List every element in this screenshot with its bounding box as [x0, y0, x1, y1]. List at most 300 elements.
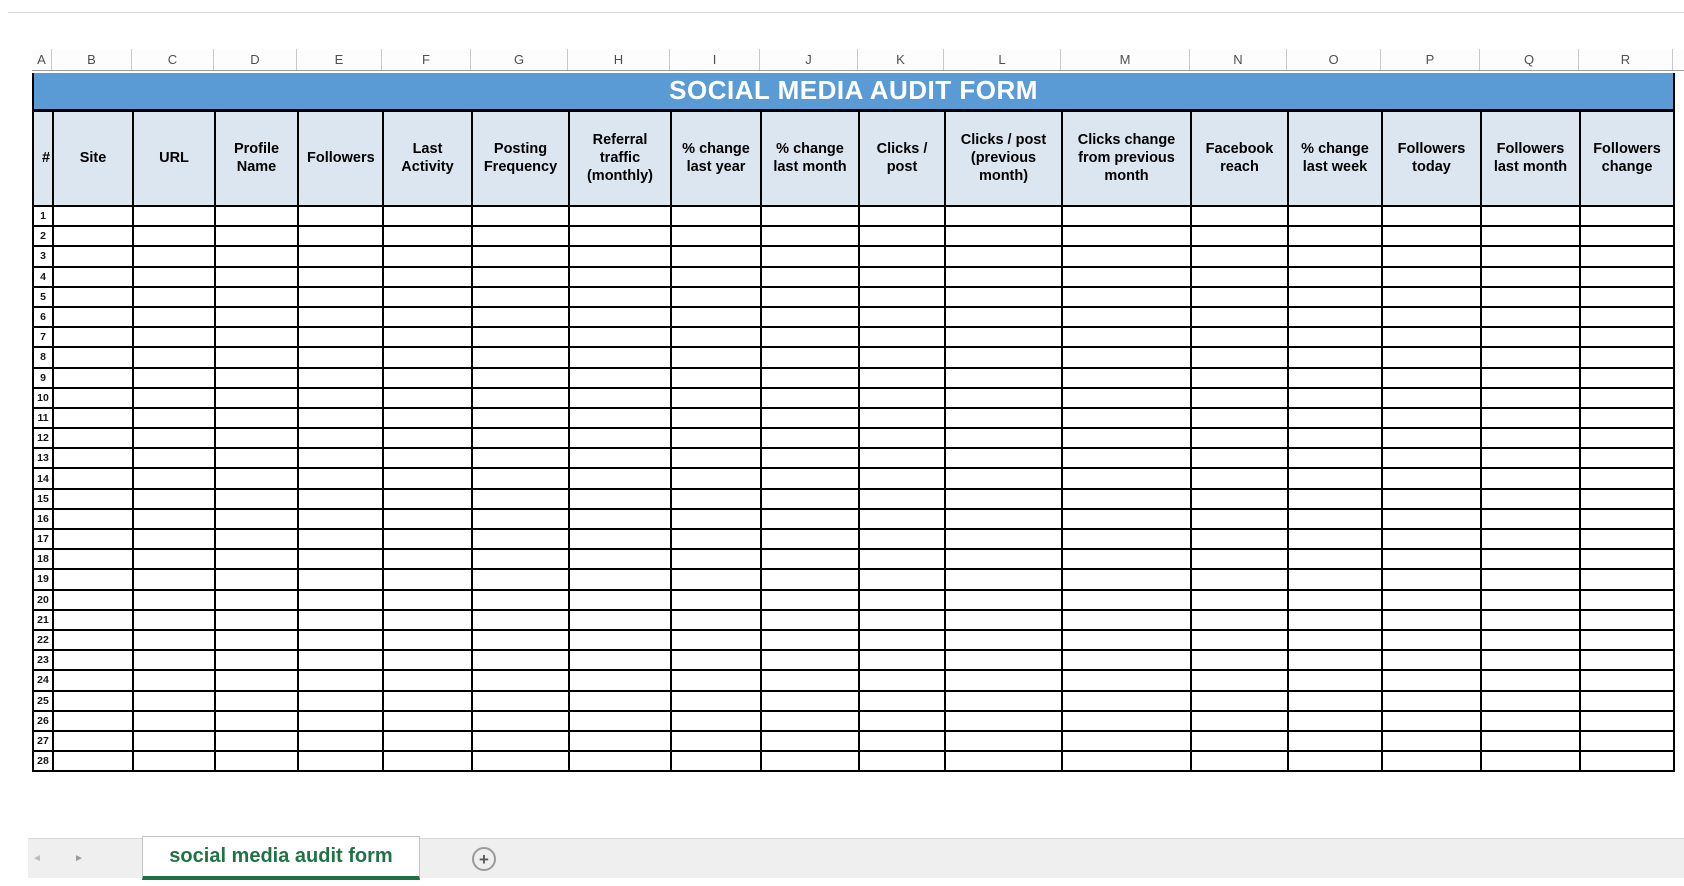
- cell[interactable]: [298, 226, 383, 246]
- cell[interactable]: [1481, 569, 1580, 589]
- cell[interactable]: [1191, 549, 1288, 569]
- cell[interactable]: [53, 408, 133, 428]
- cell[interactable]: [53, 630, 133, 650]
- header-cell-O[interactable]: % change last week: [1288, 110, 1382, 206]
- cell[interactable]: [1481, 307, 1580, 327]
- cell[interactable]: [383, 489, 472, 509]
- cell[interactable]: [569, 287, 671, 307]
- cell[interactable]: [1382, 388, 1481, 408]
- cell[interactable]: [945, 448, 1062, 468]
- cell[interactable]: [383, 610, 472, 630]
- cell[interactable]: [761, 529, 859, 549]
- cell[interactable]: [133, 206, 215, 226]
- row-number-cell[interactable]: 8: [33, 347, 53, 367]
- cell[interactable]: [761, 630, 859, 650]
- cell[interactable]: [133, 327, 215, 347]
- cell[interactable]: [215, 751, 298, 771]
- cell[interactable]: [215, 347, 298, 367]
- cell[interactable]: [472, 246, 569, 266]
- row-number-cell[interactable]: 26: [33, 711, 53, 731]
- cell[interactable]: [1580, 368, 1674, 388]
- cell[interactable]: [383, 327, 472, 347]
- cell[interactable]: [945, 267, 1062, 287]
- cell[interactable]: [53, 468, 133, 488]
- cell[interactable]: [1481, 670, 1580, 690]
- cell[interactable]: [1580, 489, 1674, 509]
- cell[interactable]: [671, 650, 761, 670]
- cell[interactable]: [761, 549, 859, 569]
- cell[interactable]: [859, 287, 945, 307]
- cell[interactable]: [215, 428, 298, 448]
- cell[interactable]: [1580, 408, 1674, 428]
- cell[interactable]: [1481, 529, 1580, 549]
- cell[interactable]: [53, 327, 133, 347]
- column-letter-I[interactable]: I: [670, 49, 760, 70]
- cell[interactable]: [215, 731, 298, 751]
- cell[interactable]: [1580, 307, 1674, 327]
- cell[interactable]: [1191, 287, 1288, 307]
- cell[interactable]: [671, 670, 761, 690]
- cell[interactable]: [383, 630, 472, 650]
- cell[interactable]: [569, 388, 671, 408]
- cell[interactable]: [569, 307, 671, 327]
- cell[interactable]: [383, 670, 472, 690]
- cell[interactable]: [1288, 549, 1382, 569]
- cell[interactable]: [298, 428, 383, 448]
- cell[interactable]: [1580, 569, 1674, 589]
- cell[interactable]: [1191, 489, 1288, 509]
- cell[interactable]: [53, 610, 133, 630]
- cell[interactable]: [1481, 468, 1580, 488]
- cell[interactable]: [53, 226, 133, 246]
- cell[interactable]: [1062, 226, 1191, 246]
- cell[interactable]: [133, 246, 215, 266]
- header-cell-B[interactable]: Site: [53, 110, 133, 206]
- cell[interactable]: [1288, 590, 1382, 610]
- cell[interactable]: [1382, 246, 1481, 266]
- header-cell-C[interactable]: URL: [133, 110, 215, 206]
- cell[interactable]: [859, 650, 945, 670]
- cell[interactable]: [945, 307, 1062, 327]
- cell[interactable]: [298, 246, 383, 266]
- cell[interactable]: [472, 711, 569, 731]
- header-cell-F[interactable]: Last Activity: [383, 110, 472, 206]
- column-letter-B[interactable]: B: [52, 49, 132, 70]
- cell[interactable]: [671, 610, 761, 630]
- cell[interactable]: [298, 630, 383, 650]
- cell[interactable]: [133, 650, 215, 670]
- cell[interactable]: [1288, 630, 1382, 650]
- cell[interactable]: [298, 590, 383, 610]
- cell[interactable]: [472, 267, 569, 287]
- cell[interactable]: [298, 569, 383, 589]
- header-cell-M[interactable]: Clicks change from previous month: [1062, 110, 1191, 206]
- cell[interactable]: [761, 590, 859, 610]
- column-letter-L[interactable]: L: [944, 49, 1061, 70]
- cell[interactable]: [945, 468, 1062, 488]
- cell[interactable]: [215, 549, 298, 569]
- cell[interactable]: [298, 206, 383, 226]
- cell[interactable]: [1062, 448, 1191, 468]
- cell[interactable]: [383, 448, 472, 468]
- cell[interactable]: [671, 468, 761, 488]
- cell[interactable]: [1382, 408, 1481, 428]
- cell[interactable]: [1580, 206, 1674, 226]
- cell[interactable]: [1580, 468, 1674, 488]
- cell[interactable]: [215, 368, 298, 388]
- cell[interactable]: [859, 468, 945, 488]
- cell[interactable]: [1382, 287, 1481, 307]
- cell[interactable]: [1481, 226, 1580, 246]
- cell[interactable]: [383, 408, 472, 428]
- cell[interactable]: [1191, 388, 1288, 408]
- cell[interactable]: [1580, 731, 1674, 751]
- cell[interactable]: [945, 610, 1062, 630]
- cell[interactable]: [1191, 448, 1288, 468]
- cell[interactable]: [133, 368, 215, 388]
- cell[interactable]: [945, 630, 1062, 650]
- cell[interactable]: [1382, 368, 1481, 388]
- cell[interactable]: [761, 206, 859, 226]
- cell[interactable]: [1580, 691, 1674, 711]
- cell[interactable]: [859, 751, 945, 771]
- row-number-cell[interactable]: 21: [33, 610, 53, 630]
- cell[interactable]: [472, 650, 569, 670]
- cell[interactable]: [1382, 206, 1481, 226]
- cell[interactable]: [133, 610, 215, 630]
- cell[interactable]: [569, 711, 671, 731]
- cell[interactable]: [761, 610, 859, 630]
- cell[interactable]: [472, 569, 569, 589]
- cell[interactable]: [1382, 468, 1481, 488]
- cell[interactable]: [1062, 267, 1191, 287]
- row-number-cell[interactable]: 6: [33, 307, 53, 327]
- cell[interactable]: [1382, 549, 1481, 569]
- cell[interactable]: [945, 408, 1062, 428]
- cell[interactable]: [215, 509, 298, 529]
- cell[interactable]: [133, 267, 215, 287]
- column-letter-N[interactable]: N: [1190, 49, 1287, 70]
- row-number-cell[interactable]: 14: [33, 468, 53, 488]
- cell[interactable]: [133, 549, 215, 569]
- cell[interactable]: [383, 347, 472, 367]
- cell[interactable]: [761, 569, 859, 589]
- column-letter-Q[interactable]: Q: [1480, 49, 1579, 70]
- cell[interactable]: [1580, 448, 1674, 468]
- cell[interactable]: [53, 569, 133, 589]
- row-number-cell[interactable]: 28: [33, 751, 53, 771]
- cell[interactable]: [1288, 368, 1382, 388]
- cell[interactable]: [1062, 408, 1191, 428]
- row-number-cell[interactable]: 16: [33, 509, 53, 529]
- cell[interactable]: [1191, 751, 1288, 771]
- row-number-cell[interactable]: 23: [33, 650, 53, 670]
- cell[interactable]: [1062, 489, 1191, 509]
- cell[interactable]: [569, 691, 671, 711]
- row-number-cell[interactable]: 12: [33, 428, 53, 448]
- cell[interactable]: [1062, 509, 1191, 529]
- row-number-cell[interactable]: 1: [33, 206, 53, 226]
- cell[interactable]: [1481, 650, 1580, 670]
- cell[interactable]: [298, 287, 383, 307]
- cell[interactable]: [1481, 388, 1580, 408]
- cell[interactable]: [1191, 327, 1288, 347]
- cell[interactable]: [472, 670, 569, 690]
- cell[interactable]: [569, 489, 671, 509]
- cell[interactable]: [1062, 307, 1191, 327]
- cell[interactable]: [1191, 650, 1288, 670]
- cell[interactable]: [1580, 630, 1674, 650]
- cell[interactable]: [1580, 226, 1674, 246]
- cell[interactable]: [1062, 630, 1191, 650]
- cell[interactable]: [1481, 549, 1580, 569]
- row-number-cell[interactable]: 20: [33, 590, 53, 610]
- sheet-title-cell[interactable]: SOCIAL MEDIA AUDIT FORM: [33, 73, 1674, 110]
- cell[interactable]: [215, 388, 298, 408]
- cell[interactable]: [215, 569, 298, 589]
- cell[interactable]: [1062, 368, 1191, 388]
- cell[interactable]: [383, 287, 472, 307]
- cell[interactable]: [1580, 509, 1674, 529]
- cell[interactable]: [298, 731, 383, 751]
- cell[interactable]: [472, 307, 569, 327]
- column-letter-P[interactable]: P: [1381, 49, 1480, 70]
- cell[interactable]: [859, 307, 945, 327]
- cell[interactable]: [298, 549, 383, 569]
- cell[interactable]: [215, 327, 298, 347]
- cell[interactable]: [472, 731, 569, 751]
- cell[interactable]: [569, 670, 671, 690]
- cell[interactable]: [53, 751, 133, 771]
- cell[interactable]: [1288, 448, 1382, 468]
- cell[interactable]: [1288, 711, 1382, 731]
- cell[interactable]: [53, 509, 133, 529]
- cell[interactable]: [761, 468, 859, 488]
- cell[interactable]: [945, 428, 1062, 448]
- cell[interactable]: [215, 630, 298, 650]
- cell[interactable]: [1062, 549, 1191, 569]
- cell[interactable]: [671, 267, 761, 287]
- cell[interactable]: [1580, 670, 1674, 690]
- cell[interactable]: [1191, 468, 1288, 488]
- cell[interactable]: [1481, 267, 1580, 287]
- cell[interactable]: [472, 408, 569, 428]
- cell[interactable]: [569, 529, 671, 549]
- cell[interactable]: [1062, 610, 1191, 630]
- column-letter-G[interactable]: G: [471, 49, 568, 70]
- row-number-cell[interactable]: 19: [33, 569, 53, 589]
- cell[interactable]: [1062, 327, 1191, 347]
- cell[interactable]: [1191, 691, 1288, 711]
- cell[interactable]: [298, 670, 383, 690]
- cell[interactable]: [569, 408, 671, 428]
- cell[interactable]: [298, 529, 383, 549]
- column-letter-R[interactable]: R: [1579, 49, 1673, 70]
- cell[interactable]: [472, 327, 569, 347]
- cell[interactable]: [1288, 287, 1382, 307]
- cell[interactable]: [671, 347, 761, 367]
- cell[interactable]: [1288, 206, 1382, 226]
- cell[interactable]: [671, 327, 761, 347]
- cell[interactable]: [1382, 529, 1481, 549]
- cell[interactable]: [1382, 711, 1481, 731]
- cell[interactable]: [1062, 428, 1191, 448]
- cell[interactable]: [383, 529, 472, 549]
- cell[interactable]: [1062, 650, 1191, 670]
- cell[interactable]: [215, 590, 298, 610]
- row-number-cell[interactable]: 15: [33, 489, 53, 509]
- cell[interactable]: [859, 711, 945, 731]
- cell[interactable]: [1382, 307, 1481, 327]
- cell[interactable]: [1062, 388, 1191, 408]
- cell[interactable]: [761, 327, 859, 347]
- cell[interactable]: [761, 670, 859, 690]
- header-cell-A[interactable]: #: [33, 110, 53, 206]
- cell[interactable]: [945, 489, 1062, 509]
- cell[interactable]: [133, 287, 215, 307]
- cell[interactable]: [1481, 610, 1580, 630]
- cell[interactable]: [383, 428, 472, 448]
- cell[interactable]: [945, 226, 1062, 246]
- cell[interactable]: [298, 468, 383, 488]
- cell[interactable]: [761, 448, 859, 468]
- cell[interactable]: [859, 529, 945, 549]
- cell[interactable]: [1382, 751, 1481, 771]
- cell[interactable]: [133, 711, 215, 731]
- cell[interactable]: [1062, 206, 1191, 226]
- cell[interactable]: [1288, 327, 1382, 347]
- cell[interactable]: [133, 529, 215, 549]
- column-letter-J[interactable]: J: [760, 49, 858, 70]
- cell[interactable]: [383, 226, 472, 246]
- cell[interactable]: [1382, 569, 1481, 589]
- cell[interactable]: [671, 287, 761, 307]
- cell[interactable]: [761, 489, 859, 509]
- cell[interactable]: [298, 489, 383, 509]
- cell[interactable]: [133, 630, 215, 650]
- cell[interactable]: [761, 287, 859, 307]
- cell[interactable]: [1481, 711, 1580, 731]
- cell[interactable]: [1288, 428, 1382, 448]
- cell[interactable]: [1191, 610, 1288, 630]
- cell[interactable]: [945, 590, 1062, 610]
- cell[interactable]: [215, 529, 298, 549]
- cell[interactable]: [53, 307, 133, 327]
- cell[interactable]: [1062, 711, 1191, 731]
- cell[interactable]: [1481, 731, 1580, 751]
- cell[interactable]: [1481, 428, 1580, 448]
- cell[interactable]: [472, 206, 569, 226]
- cell[interactable]: [569, 751, 671, 771]
- cell[interactable]: [671, 226, 761, 246]
- cell[interactable]: [1191, 226, 1288, 246]
- cell[interactable]: [1580, 347, 1674, 367]
- cell[interactable]: [53, 711, 133, 731]
- cell[interactable]: [569, 246, 671, 266]
- cell[interactable]: [671, 448, 761, 468]
- cell[interactable]: [569, 347, 671, 367]
- cell[interactable]: [298, 610, 383, 630]
- cell[interactable]: [671, 307, 761, 327]
- cell[interactable]: [569, 267, 671, 287]
- cell[interactable]: [383, 509, 472, 529]
- cell[interactable]: [1191, 206, 1288, 226]
- row-number-cell[interactable]: 17: [33, 529, 53, 549]
- cell[interactable]: [1062, 751, 1191, 771]
- cell[interactable]: [383, 751, 472, 771]
- cell[interactable]: [215, 448, 298, 468]
- cell[interactable]: [215, 468, 298, 488]
- cell[interactable]: [133, 691, 215, 711]
- cell[interactable]: [1191, 408, 1288, 428]
- cell[interactable]: [859, 590, 945, 610]
- row-number-cell[interactable]: 27: [33, 731, 53, 751]
- cell[interactable]: [1382, 267, 1481, 287]
- cell[interactable]: [472, 549, 569, 569]
- cell[interactable]: [1481, 408, 1580, 428]
- cell[interactable]: [671, 388, 761, 408]
- cell[interactable]: [298, 267, 383, 287]
- cell[interactable]: [1580, 428, 1674, 448]
- cell[interactable]: [1382, 610, 1481, 630]
- header-cell-J[interactable]: % change last month: [761, 110, 859, 206]
- cell[interactable]: [859, 610, 945, 630]
- cell[interactable]: [383, 267, 472, 287]
- column-letter-O[interactable]: O: [1287, 49, 1381, 70]
- cell[interactable]: [383, 206, 472, 226]
- cell[interactable]: [133, 590, 215, 610]
- cell[interactable]: [1481, 489, 1580, 509]
- cell[interactable]: [1382, 448, 1481, 468]
- cell[interactable]: [133, 468, 215, 488]
- cell[interactable]: [945, 751, 1062, 771]
- cell[interactable]: [472, 287, 569, 307]
- cell[interactable]: [1481, 691, 1580, 711]
- cell[interactable]: [472, 489, 569, 509]
- cell[interactable]: [945, 509, 1062, 529]
- cell[interactable]: [761, 246, 859, 266]
- cell[interactable]: [1062, 246, 1191, 266]
- cell[interactable]: [671, 368, 761, 388]
- cell[interactable]: [859, 630, 945, 650]
- cell[interactable]: [53, 650, 133, 670]
- cell[interactable]: [569, 731, 671, 751]
- cell[interactable]: [1382, 630, 1481, 650]
- cell[interactable]: [383, 711, 472, 731]
- cell[interactable]: [761, 711, 859, 731]
- cell[interactable]: [1191, 509, 1288, 529]
- cell[interactable]: [761, 267, 859, 287]
- column-letter-E[interactable]: E: [297, 49, 382, 70]
- cell[interactable]: [298, 368, 383, 388]
- cell[interactable]: [215, 610, 298, 630]
- cell[interactable]: [1382, 327, 1481, 347]
- cell[interactable]: [383, 368, 472, 388]
- cell[interactable]: [1191, 347, 1288, 367]
- column-letter-D[interactable]: D: [214, 49, 297, 70]
- cell[interactable]: [53, 590, 133, 610]
- cell[interactable]: [383, 569, 472, 589]
- cell[interactable]: [569, 206, 671, 226]
- cell[interactable]: [1580, 327, 1674, 347]
- cell[interactable]: [945, 347, 1062, 367]
- column-letter-A[interactable]: A: [32, 49, 52, 70]
- cell[interactable]: [1191, 569, 1288, 589]
- cell[interactable]: [1191, 590, 1288, 610]
- cell[interactable]: [1288, 408, 1382, 428]
- header-cell-I[interactable]: % change last year: [671, 110, 761, 206]
- cell[interactable]: [472, 226, 569, 246]
